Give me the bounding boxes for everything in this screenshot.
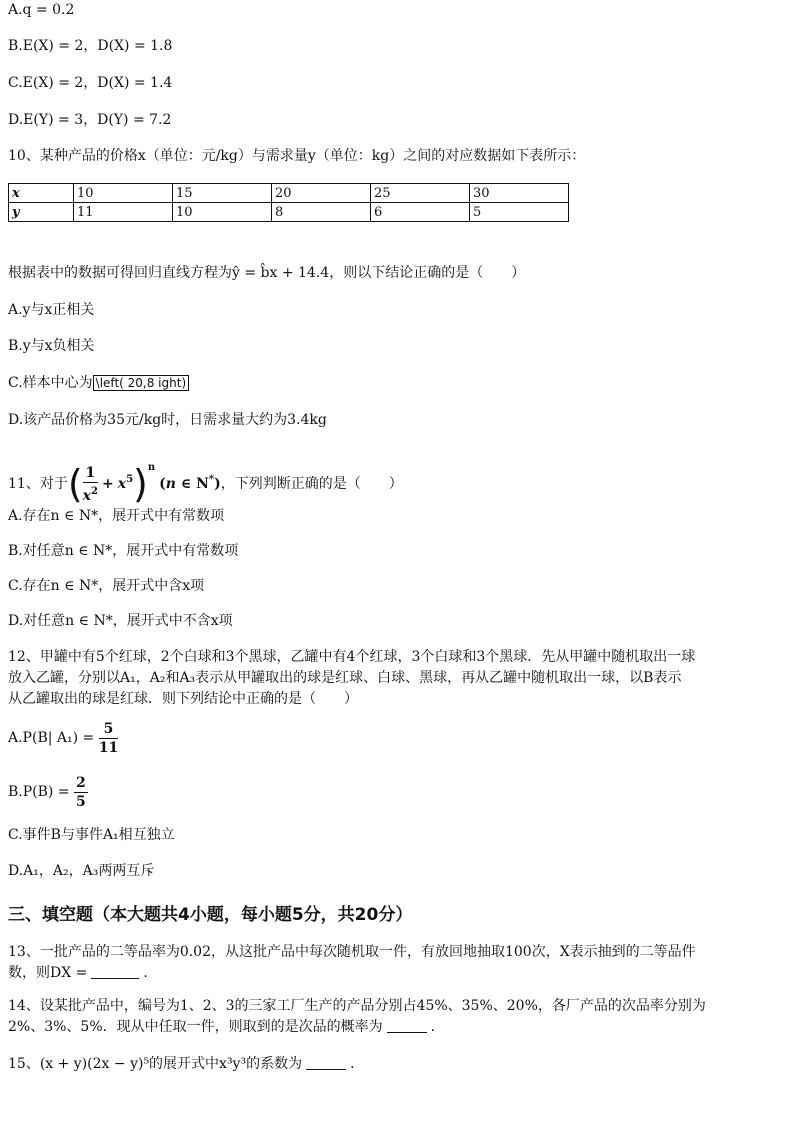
q10-data-table: [8, 183, 569, 222]
table-cell: 11: [74, 203, 173, 222]
table-cell: x: [9, 184, 74, 203]
table-cell: 20: [272, 184, 371, 203]
section-title: 三、填空题（本大题共4小题，每小题5分，共20分）: [8, 905, 413, 925]
q15: 15、(x + y)(2x − y)⁵的展开式中x³y³的系数为 ．: [8, 1056, 365, 1072]
q14-line: 14、设某批产品中，编号为1、2、3的三家工厂生产的产品分别占45%、35%、20%，各厂产品的次品率分别为: [8, 998, 706, 1014]
q9-option-c: C.E(X) = 2，D(X) = 1.4: [8, 75, 173, 91]
table-cell: 6: [371, 203, 470, 222]
q10-option-b: B.y与x负相关: [8, 338, 95, 354]
q12-option-c: C.事件B与事件A₁相互独立: [8, 827, 175, 843]
q11-option-b: B.对任意n ∈ N*，展开式中有常数项: [8, 543, 239, 559]
q12-stem: [8, 647, 786, 710]
q9-option-b: B.E(X) = 2，D(X) = 1.8: [8, 38, 173, 54]
table-cell: 5: [470, 203, 569, 222]
answer-blank[interactable]: [91, 964, 139, 979]
q12-option-a: A.P(B| A₁) = $\frac{5}{11}$: [8, 720, 119, 756]
answer-blank[interactable]: [306, 1055, 346, 1070]
q11-option-c: C.存在n ∈ N*，展开式中含x项: [8, 578, 205, 594]
q13: [8, 942, 786, 984]
table-row: [9, 184, 569, 203]
q10-option-a: A.y与x正相关: [8, 302, 95, 318]
q11-fraction: $\frac{1}{x^2}$: [82, 464, 98, 504]
right-paren: ): [133, 462, 148, 506]
table-cell: 25: [371, 184, 470, 203]
q12-b-fraction: $\frac{2}{5}$: [76, 774, 86, 810]
table-cell: 8: [272, 203, 371, 222]
table-row: [9, 203, 569, 222]
q11-stem: 11、对于( $\frac{1}{x^2}$ + $x^5)^n(n$ ∈ N*)，下列判断正确的是（ ）: [8, 462, 403, 506]
left-paren: (: [67, 462, 83, 506]
q9-option-a: A.q = 0.2: [8, 2, 75, 18]
q14-line: 2%、3%、5%．现从中任取一件，则取到的是次品的概率为 ．: [8, 1019, 445, 1035]
q12-stem-line: 放入乙罐，分别以A₁，A₂和A₃表示从甲罐取出的球是红球、白球、黑球，再从乙罐中随机取出一球，以B表示: [8, 670, 682, 686]
table-cell: 10: [173, 203, 272, 222]
answer-blank[interactable]: [387, 1018, 427, 1033]
table-cell: 30: [470, 184, 569, 203]
table-cell: 10: [74, 184, 173, 203]
q12-option-d: D.A₁，A₂，A₃两两互斥: [8, 863, 155, 879]
q10-stem: 10、某种产品的价格x（单位：元/kg）与需求量y（单位：kg）之间的对应数据如下表所示：: [8, 148, 586, 164]
q11-option-d: D.对任意n ∈ N*，展开式中不含x项: [8, 613, 233, 629]
q13-line: 数，则DX = ．: [8, 965, 158, 981]
q12-option-b: B.P(B) = $\frac{2}{5}$: [8, 774, 86, 810]
q10-option-c: C.样本中心为 \left( 20,8 ight): [8, 373, 189, 393]
table-cell: 15: [173, 184, 272, 203]
q13-line: 13、一批产品的二等品率为0.02，从这批产品中每次随机取一件，有放回地抽取100次，X表示抽到的二等品件: [8, 944, 696, 960]
q11-option-a: A.存在n ∈ N*，展开式中有常数项: [8, 508, 225, 524]
latex-error-box: \left( 20,8 ight): [93, 375, 189, 391]
q12-stem-line: 12、甲罐中有5个红球，2个白球和3个黑球，乙罐中有4个红球，3个白球和3个黑球．先从甲罐中随机取出一球: [8, 649, 696, 665]
table-cell: y: [9, 203, 74, 222]
q12-stem-line: 从乙罐取出的球是红球．则下列结论中正确的是（ ）: [8, 691, 358, 707]
q9-option-d: D.E(Y) = 3，D(Y) = 7.2: [8, 112, 172, 128]
q12-a-fraction: $\frac{5}{11}$: [98, 720, 119, 756]
q14: [8, 996, 786, 1038]
q10-option-d: D.该产品价格为35元/kg时，日需求量大约为3.4kg: [8, 412, 327, 428]
q10-stem2: 根据表中的数据可得回归直线方程为ŷ = b̂x + 14.4，则以下结论正确的是（ ）: [8, 265, 526, 281]
